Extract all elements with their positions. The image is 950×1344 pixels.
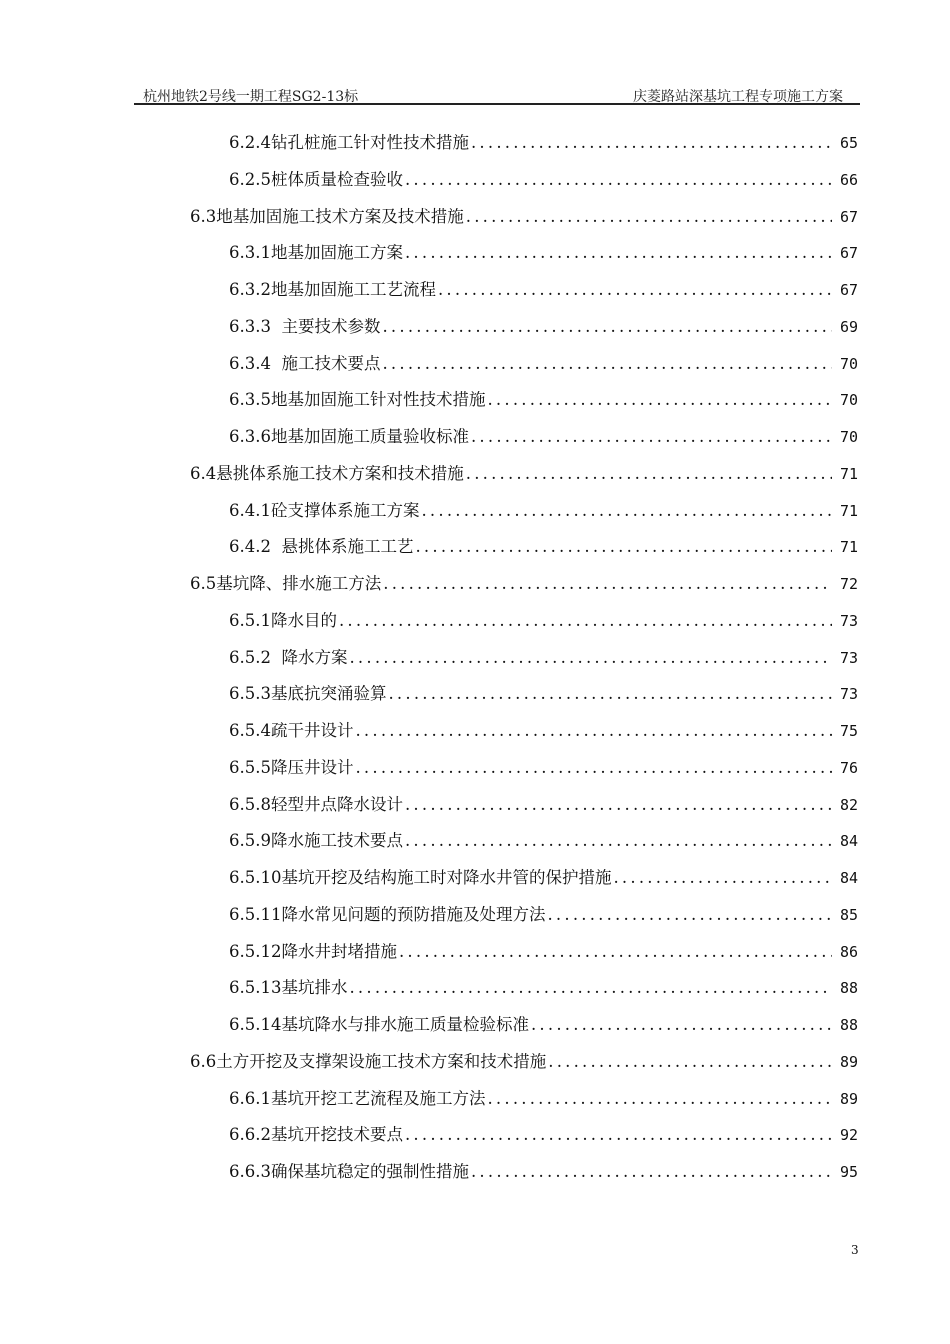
toc-entry-title: 6.5.4疏干井设计 — [229, 721, 354, 740]
dot-leader — [438, 275, 832, 305]
header-rule — [134, 103, 860, 105]
toc-entry-page: 95 — [839, 1163, 858, 1181]
toc-entry-page: 70 — [839, 354, 858, 373]
toc-entry[interactable] — [0, 1157, 950, 1194]
toc-entry-page: 69 — [839, 317, 858, 336]
toc-entry-page: 92 — [839, 1126, 858, 1145]
toc-entry[interactable] — [0, 790, 950, 827]
toc-entry[interactable] — [0, 238, 950, 275]
toc-entry-title: 6.3.5地基加固施工针对性技术措施 — [229, 390, 486, 410]
toc-entry-page: 73 — [839, 611, 858, 630]
toc-entry[interactable] — [0, 532, 950, 569]
toc-entry-page: 73 — [839, 648, 858, 667]
dot-leader — [487, 1084, 832, 1114]
toc-entry-title: 6.5.9降水施工技术要点 — [229, 831, 403, 851]
toc-entry-page: 71 — [839, 538, 858, 557]
page-number: 3 — [851, 1243, 859, 1257]
toc-entry-title: 6.5.14基坑降水与排水施工质量检验标准 — [229, 1015, 529, 1034]
dot-leader — [349, 643, 832, 673]
toc-entry-page: 89 — [839, 1052, 858, 1071]
dot-leader — [421, 496, 832, 526]
toc-entry[interactable] — [0, 459, 950, 496]
toc-entry-title: 6.5.11降水常见问题的预防措施及处理方法 — [229, 904, 546, 924]
toc-entry-page: 88 — [839, 979, 858, 998]
toc-entry-page: 76 — [839, 758, 858, 777]
toc-entry-title: 6.2.5桩体质量检查验收 — [229, 169, 403, 189]
toc-entry[interactable] — [0, 202, 950, 239]
toc-entry-title: 6.5.10基坑开挖及结构施工时对降水井管的保护措施 — [229, 868, 612, 887]
toc-entry-page: 73 — [839, 685, 858, 704]
dot-leader — [405, 238, 832, 268]
toc-entry-title: 6.5.2 降水方案 — [229, 647, 348, 667]
header-left: 杭州地铁2号线一期工程SG2-13标 — [143, 89, 359, 105]
toc-entry[interactable] — [0, 863, 950, 900]
toc-entry[interactable] — [0, 312, 950, 349]
toc-entry-page: 75 — [839, 722, 858, 740]
dot-leader — [471, 422, 832, 452]
toc-entry-title: 6.6.2基坑开挖技术要点 — [229, 1125, 403, 1145]
dot-leader — [383, 569, 832, 599]
toc-entry-title: 6.6土方开挖及支撑架设施工技术方案和技术措施 — [190, 1051, 547, 1071]
toc-entry[interactable] — [0, 679, 950, 716]
toc-entry[interactable] — [0, 716, 950, 753]
toc-entry-page: 89 — [839, 1089, 858, 1108]
dot-leader — [382, 312, 832, 342]
toc-entry-page: 82 — [839, 795, 858, 814]
toc-entry[interactable] — [0, 1084, 950, 1121]
toc-entry[interactable] — [0, 1010, 950, 1047]
toc-entry-page: 67 — [839, 281, 858, 299]
dot-leader — [471, 1157, 832, 1187]
toc-entry-page: 67 — [839, 244, 858, 263]
toc-entry-title: 6.5基坑降、排水施工方法 — [190, 574, 382, 593]
toc-entry-page: 70 — [839, 428, 858, 446]
toc-entry[interactable] — [0, 422, 950, 459]
toc-entry[interactable] — [0, 826, 950, 863]
toc-entry[interactable] — [0, 900, 950, 937]
toc-entry-title: 6.5.12降水井封堵措施 — [229, 941, 397, 961]
dot-leader — [613, 863, 832, 893]
toc-entry-title: 6.3.4 施工技术要点 — [229, 353, 381, 373]
toc-entry[interactable] — [0, 275, 950, 312]
toc-entry-title: 6.3.6地基加固施工质量验收标准 — [229, 427, 469, 446]
toc-entry-page: 85 — [839, 905, 858, 924]
toc-entry[interactable] — [0, 165, 950, 202]
toc-entry[interactable] — [0, 973, 950, 1010]
toc-entry-page: 84 — [839, 869, 858, 887]
toc-entry-title: 6.5.5降压井设计 — [229, 757, 354, 777]
toc-entry-title: 6.3.2地基加固施工工艺流程 — [229, 280, 436, 299]
toc-entry[interactable] — [0, 1120, 950, 1157]
toc-entry[interactable] — [0, 385, 950, 422]
dot-leader — [487, 385, 832, 415]
toc-entry-title: 6.5.3基底抗突涌验算 — [229, 684, 387, 704]
dot-leader — [466, 202, 832, 232]
toc-entry-page: 72 — [839, 575, 858, 593]
toc-entry-page: 66 — [839, 170, 858, 189]
header-right: 庆菱路站深基坑工程专项施工方案 — [633, 89, 843, 105]
toc-entry-title: 6.3地基加固施工技术方案及技术措施 — [190, 206, 464, 226]
toc-entry-page: 67 — [839, 207, 858, 226]
toc-entry-page: 70 — [839, 391, 858, 410]
toc-entry-title: 6.3.3 主要技术参数 — [229, 316, 381, 336]
dot-leader — [355, 753, 832, 783]
dot-leader — [339, 606, 832, 636]
table-of-contents — [0, 128, 950, 1194]
toc-entry-title: 6.5.1降水目的 — [229, 610, 337, 630]
toc-entry[interactable] — [0, 349, 950, 386]
toc-entry-title: 6.2.4钻孔桩施工针对性技术措施 — [229, 133, 469, 152]
dot-leader — [547, 900, 832, 930]
toc-entry[interactable] — [0, 753, 950, 790]
toc-entry[interactable] — [0, 1047, 950, 1084]
dot-leader — [382, 349, 832, 379]
toc-entry[interactable] — [0, 128, 950, 165]
toc-entry-title: 6.4.2 悬挑体系施工工艺 — [229, 537, 414, 557]
toc-entry[interactable] — [0, 937, 950, 974]
dot-leader — [405, 826, 832, 856]
toc-entry[interactable] — [0, 569, 950, 606]
toc-entry-title: 6.6.1基坑开挖工艺流程及施工方法 — [229, 1088, 486, 1108]
dot-leader — [399, 937, 832, 967]
toc-entry-page: 65 — [839, 134, 858, 152]
toc-entry-title: 6.5.8轻型井点降水设计 — [229, 794, 403, 814]
toc-entry-page: 84 — [839, 832, 858, 851]
dot-leader — [388, 679, 832, 709]
toc-entry-title: 6.5.13基坑排水 — [229, 978, 348, 998]
dot-leader — [405, 1120, 832, 1150]
dot-leader — [531, 1010, 832, 1040]
dot-leader — [349, 973, 832, 1003]
toc-entry-page: 88 — [839, 1016, 858, 1034]
toc-entry[interactable] — [0, 496, 950, 533]
dot-leader — [466, 459, 832, 489]
dot-leader — [355, 716, 832, 746]
toc-entry[interactable] — [0, 606, 950, 643]
dot-leader — [405, 790, 832, 820]
toc-entry-title: 6.6.3确保基坑稳定的强制性措施 — [229, 1162, 469, 1181]
toc-entry-page: 86 — [839, 942, 858, 961]
dot-leader — [471, 128, 832, 158]
dot-leader — [405, 165, 832, 195]
toc-entry-title: 6.4悬挑体系施工技术方案和技术措施 — [190, 463, 464, 483]
dot-leader — [548, 1047, 832, 1077]
toc-entry-title: 6.3.1地基加固施工方案 — [229, 243, 403, 263]
toc-entry-title: 6.4.1砼支撑体系施工方案 — [229, 500, 420, 520]
toc-entry[interactable] — [0, 643, 950, 680]
toc-entry-page: 71 — [839, 501, 858, 520]
toc-entry-page: 71 — [839, 464, 858, 483]
dot-leader — [415, 532, 832, 562]
